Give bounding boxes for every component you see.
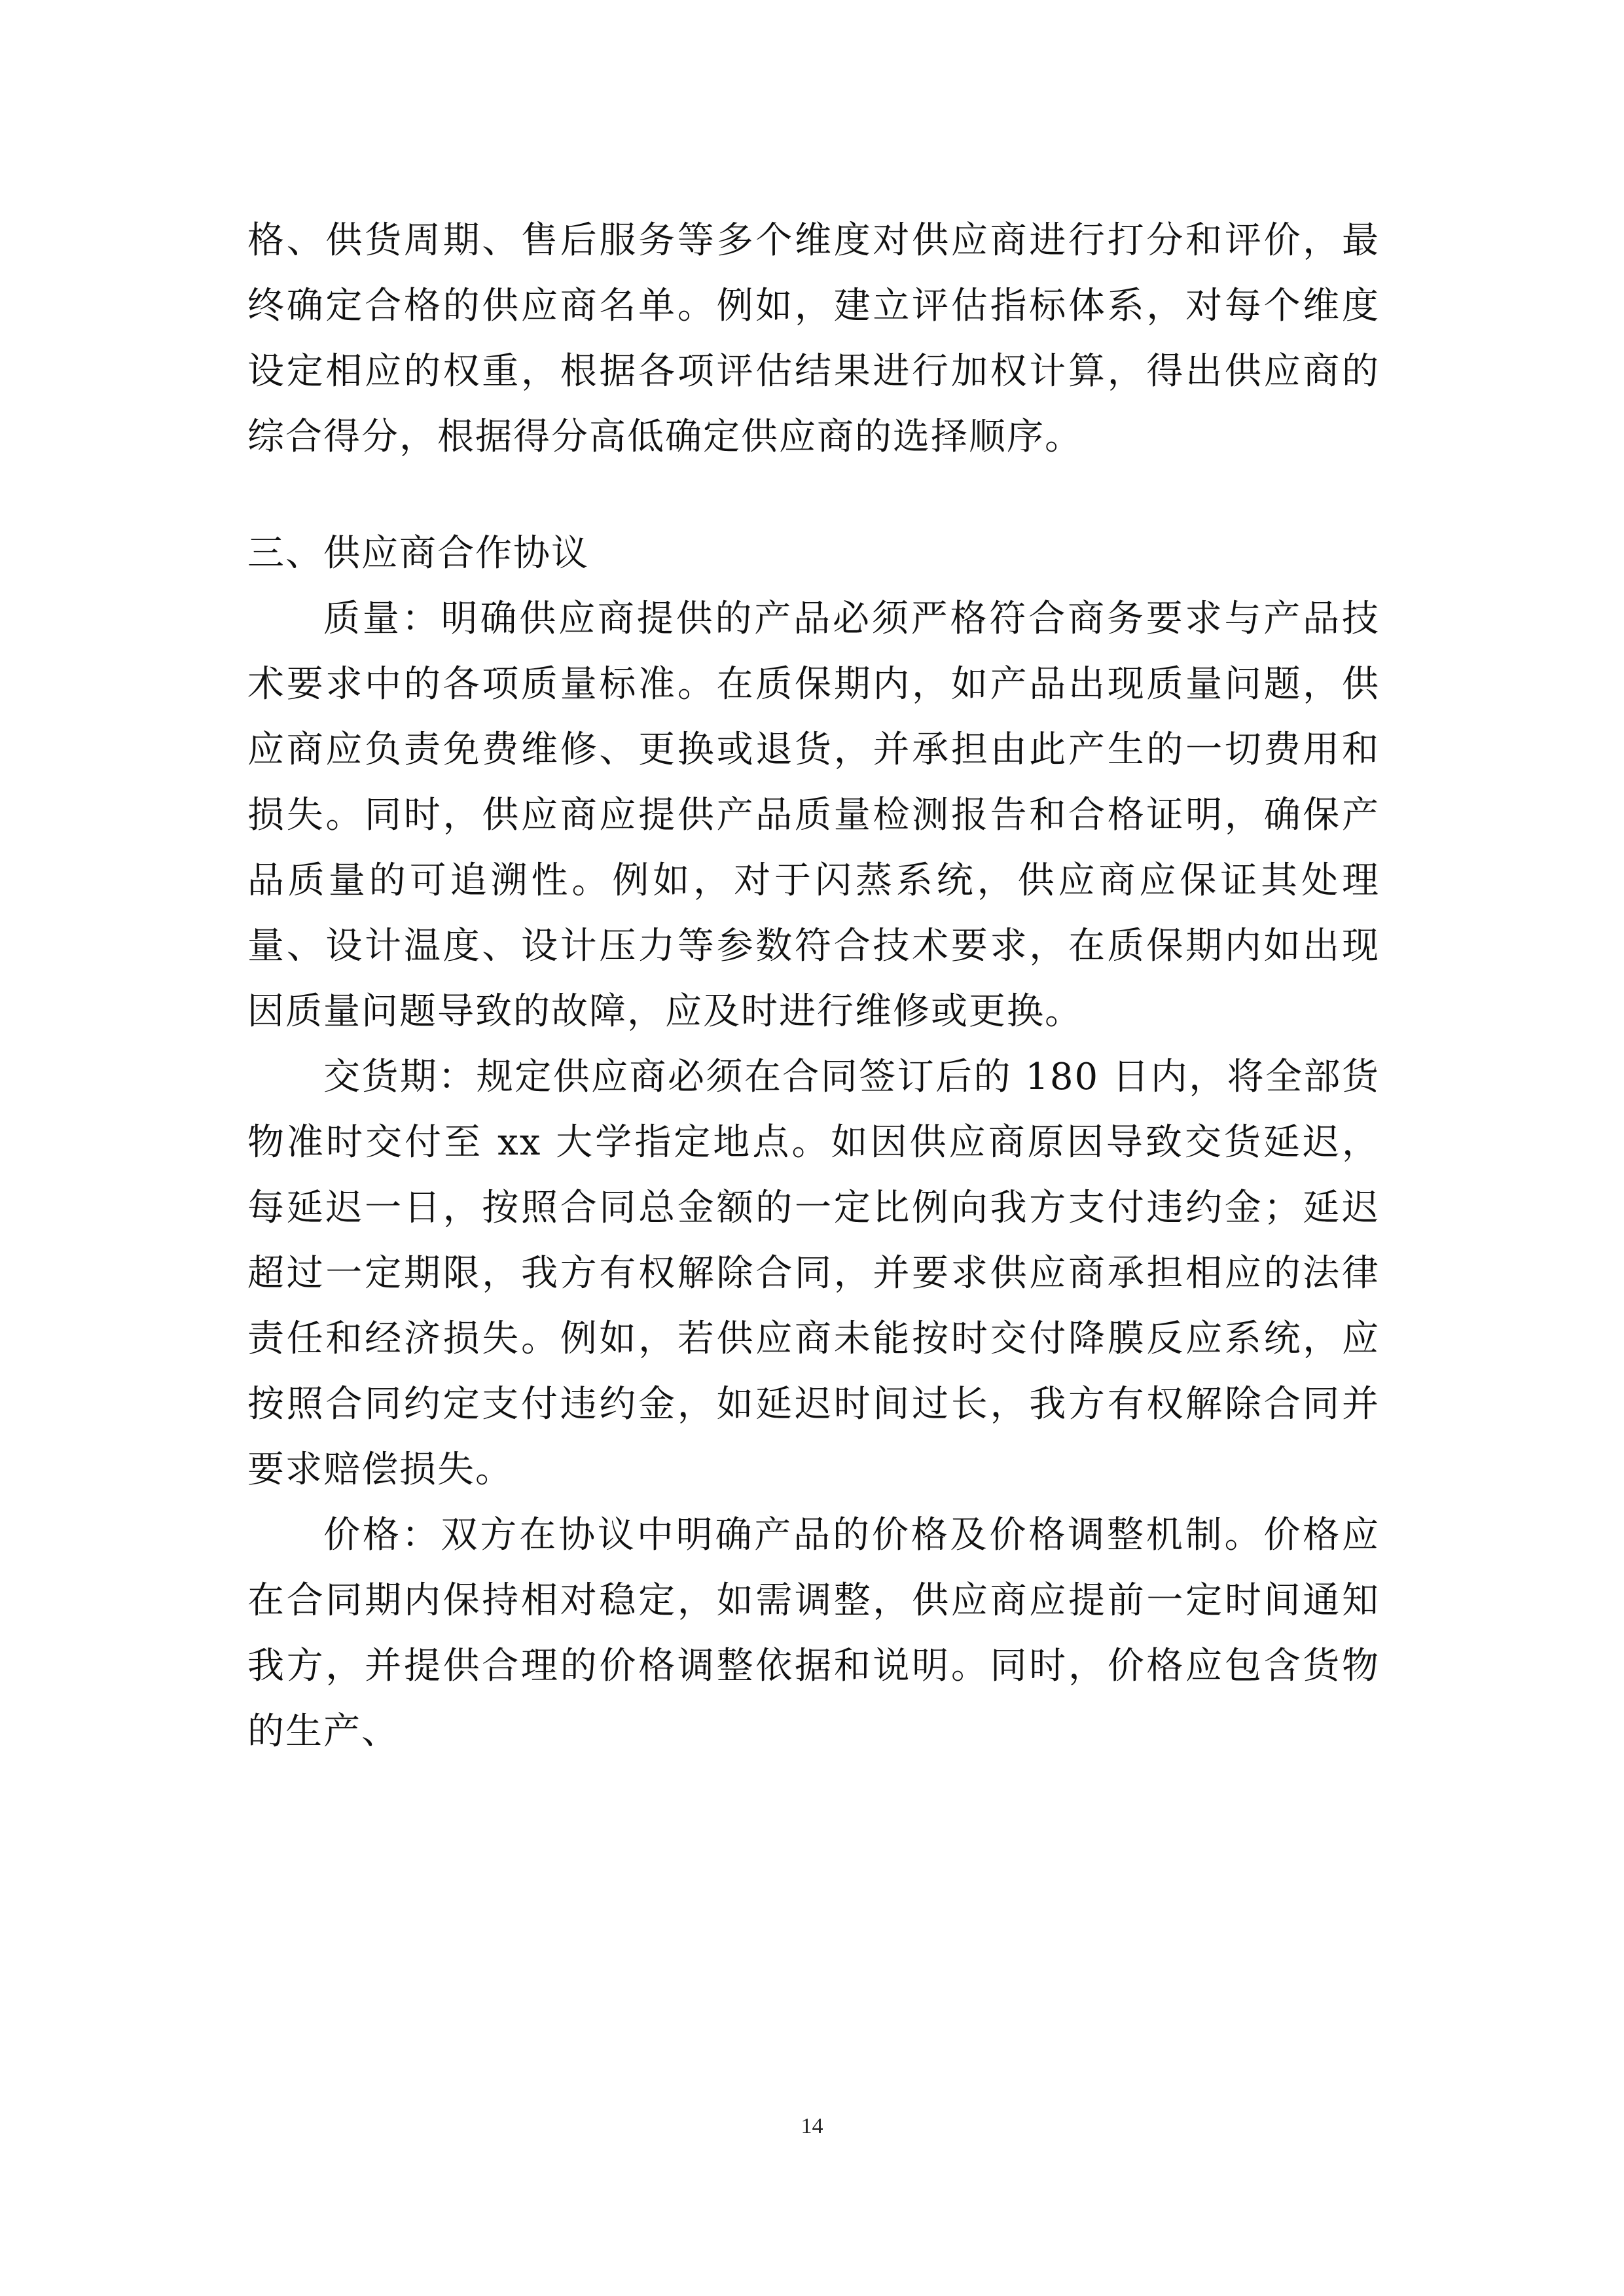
paragraph-evaluation-continued: 格、供货周期、售后服务等多个维度对供应商进行打分和评价，最终确定合格的供应商名单。例如，建立评估指标体系，对每个维度设定相应的权重，根据各项评估结果进行加权计算，得出供应商的综合得分，根据得分高低确定供应商的选择顺序。 bbox=[247, 219, 1380, 458]
document-body bbox=[247, 208, 1380, 1765]
section-heading-supplier-agreement: 三、供应商合作协议 bbox=[247, 532, 589, 575]
paragraph-quality: 质量：明确供应商提供的产品必须严格符合商务要求与产品技术要求中的各项质量标准。在质保期内，如产品出现质量问题，供应商应负责免费维修、更换或退货，并承担由此产生的一切费用和损失。同时，供应商应提供产品质量检测报告和合格证明，确保产品质量的可追溯性。例如，对于闪蒸系统，供应商应保证其处理量、设计温度、设计压力等参数符合技术要求，在质保期内如出现因质量问题导致的故障，应及时进行维修或更换。 bbox=[247, 598, 1380, 1033]
paragraph-price: 价格：双方在协议中明确产品的价格及价格调整机制。价格应在合同期内保持相对稳定，如需调整，供应商应提前一定时间通知我方，并提供合理的价格调整依据和说明。同时，价格应包含货物的生产、 bbox=[247, 1514, 1380, 1753]
paragraph-delivery: 交货期：规定供应商必须在合同签订后的 180 日内，将全部货物准时交付至 xx 大学指定地点。如因供应商原因导致交货延迟，每延迟一日，按照合同总金额的一定比例向我方支付违约金；延迟超过一定期限，我方有权解除合同，并要求供应商承担相应的法律责任和经济损失。例如，若供应商未能按时交付降膜反应系统，应按照合同约定支付违约金，如延迟时间过长，我方有权解除合同并要求赔偿损失。 bbox=[247, 1056, 1380, 1491]
section-spacer bbox=[247, 470, 1380, 521]
page-number: 14 bbox=[801, 2114, 823, 2138]
